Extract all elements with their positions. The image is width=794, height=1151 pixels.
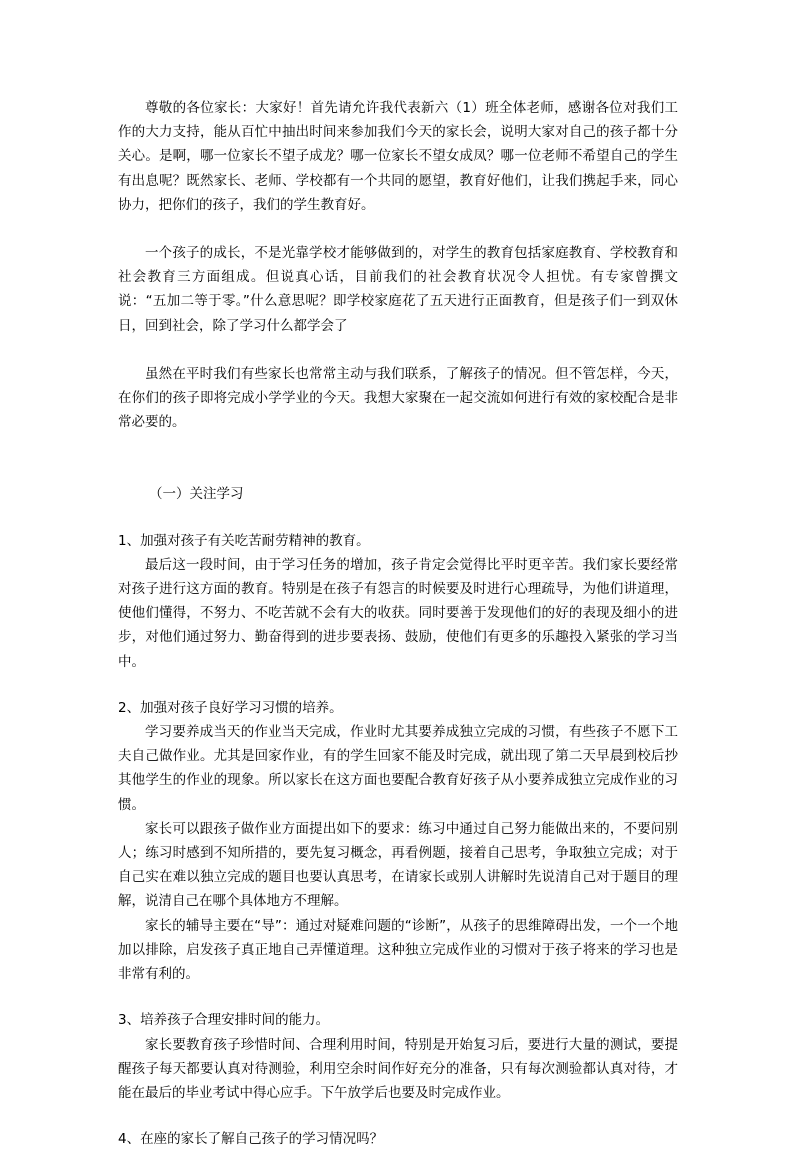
item-3-paragraph-1: 家长要教育孩子珍惜时间、合理利用时间，特别是开始复习后，要进行大量的测试，要提醒孩子每天都要认真对待测验，利用空余时间作好充分的准备，只有每次测验都认真对待，才能在最后的毕业考试中得心应手。下午放学后也要及时完成作业。 <box>118 1036 678 1101</box>
item-2-paragraph-2: 家长可以跟孩子做作业方面提出如下的要求：练习中通过自己努力能做出来的，不要问别人；练习时感到不知所措的，要先复习概念，再看例题，接着自己思考，争取独立完成；对于自己实在难以独立完成的题目也要认真思考，在请家长或别人讲解时先说清自己对于题目的理解，说清自己在哪个具体地方不理解。 <box>118 820 678 910</box>
item-title-1: 1、加强对孩子有关吃苦耐劳精神的教育。 <box>118 532 370 549</box>
item-2-paragraph-1: 学习要养成当天的作业当天完成，作业时尤其要养成独立完成的习惯，有些孩子不愿下工夫自己做作业。尤其是回家作业，有的学生回家不能及时完成，就出现了第二天早晨到校后抄其他学生的作业的现象。所以家长在这方面也要配合教育好孩子从小要养成独立完成作业的习惯。 <box>118 724 678 813</box>
spacer <box>118 338 678 362</box>
item-1-paragraph-1: 最后这一段时间，由于学习任务的增加，孩子肯定会觉得比平时更辛苦。我们家长要经常对孩子进行这方面的教育。特别是在孩子有怨言的时候要及时进行心理疏导，为他们讲道理，使他们懂得，不努力、不吃苦就不会有大的收获。同时要善于发现他们的好的表现及细小的进步，对他们通过努力、勤奋得到的进步要表扬、鼓励，使他们有更多的乐趣投入紧张的学习当中。 <box>118 556 678 670</box>
item-title-2: 2、加强对孩子良好学习习惯的培养。 <box>118 699 343 716</box>
spacer <box>118 434 678 482</box>
document-page <box>118 96 678 1151</box>
intro-paragraph-1: 尊敬的各位家长：大家好！首先请允许我代表新六（1）班全体老师，感谢各位对我们工作的大力支持，能从百忙中抽出时间来参加我们今天的家长会，说明大家对自己的孩子都十分关心。是啊，哪一位家长不望子成龙？哪一位家长不望女成凤？哪一位老师不希望自己的学生有出息呢？既然家长、老师、学校都有一个共同的愿望，教育好他们，让我们携起手来，同心协力，把你们的孩子，我们的学生教育好。 <box>118 100 678 213</box>
intro-paragraph-3: 虽然在平时我们有些家长也常常主动与我们联系，了解孩子的情况。但不管怎样，今天，在你们的孩子即将完成小学学业的今天。我想大家聚在一起交流如何进行有效的家校配合是非常必要的。 <box>118 365 678 431</box>
spacer <box>118 986 678 1008</box>
section-heading: （一）关注学习 <box>149 486 244 503</box>
spacer <box>118 1105 678 1127</box>
intro-paragraph-2: 一个孩子的成长，不是光靠学校才能够做到的，对学生的教育包括家庭教育、学校教育和社会教育三方面组成。但说真心话，目前我们的社会教育状况令人担忧。有专家曾撰文说：“五加二等于零。”什么意思呢？即学校家庭花了五天进行正面教育，但是孩子们一到双休日，回到社会，除了学习什么都学会了 <box>118 245 678 334</box>
spacer <box>118 217 678 241</box>
spacer <box>118 674 678 696</box>
item-title-3: 3、培养孩子合理安排时间的能力。 <box>118 1012 330 1029</box>
spacer <box>118 507 678 529</box>
item-title-4: 4、在座的家长了解自己孩子的学习情况吗？ <box>118 1131 384 1148</box>
item-2-paragraph-3: 家长的辅导主要在“导”：通过对疑难问题的“诊断”，从孩子的思维障碍出发，一个一个地加以排除，启发孩子真正地自己弄懂道理。这种独立完成作业的习惯对于孩子将来的学习也是非常有利的。 <box>118 917 678 983</box>
